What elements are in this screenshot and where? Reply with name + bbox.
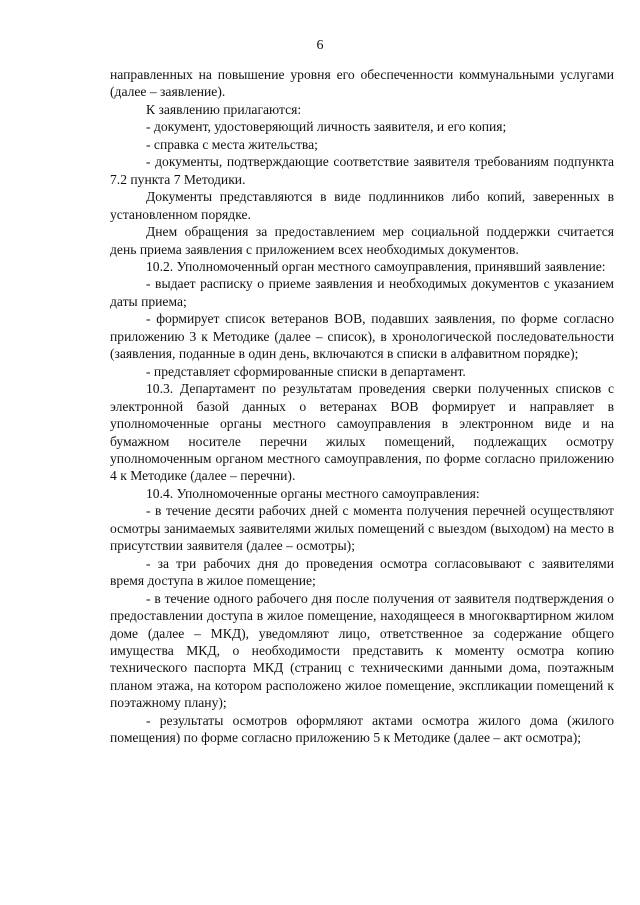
list-item-identity-document: - документ, удостоверяющий личность заявителя, и его копия; xyxy=(146,119,507,135)
list-item-veterans-list: - формирует список ветеранов ВОВ, подавших заявления, по форме согласно приложению 3 к Методике (далее – список), в хронологической последовательности (заявления, поданные в один день, включаются в списки в алфавитном порядке); xyxy=(110,311,614,362)
paragraph-application-date: Днем обращения за предоставлением мер социальной поддержки считается день приема заявления с приложением всех необходимых документов. xyxy=(110,224,614,257)
list-item-residence-certificate: - справка с места жительства; xyxy=(146,136,318,152)
section-10-3: 10.3. Департамент по результатам проведения сверки полученных списков с электронной базой данных о ветеранах ВОВ формирует и направляет в уполномоченные органы местного самоуправления в электронном виде и на бумажном носителе перечни жилых помещений, подлежащих осмотру уполномоченным органом местного самоуправления, по форме согласно приложению 4 к Методике (далее – перечни). xyxy=(110,381,614,484)
section-10-4-heading: 10.4. Уполномоченные органы местного самоуправления: xyxy=(146,485,480,501)
list-item-receipt: - выдает расписку о приеме заявления и необходимых документов с указанием даты приема; xyxy=(110,276,614,309)
list-item-inspections: - в течение десяти рабочих дней с момента получения перечней осуществляют осмотры занимаемых заявителями жилых помещений с выездом (выходом) на место в присутствии заявителя (далее – осмотры); xyxy=(110,503,614,554)
list-item-inspection-acts: - результаты осмотров оформляют актами осмотра жилого дома (жилого помещения) по форме согласно приложению 5 к Методике (далее – акт осмотра); xyxy=(110,712,614,746)
paragraph-attachments-intro: К заявлению прилагаются: xyxy=(146,101,302,117)
list-item-mkd-notification: - в течение одного рабочего дня после получения от заявителя подтверждения о предоставлении доступа в жилое помещение, находящееся в многоквартирном жилом доме (далее – МКД), уведомляют лицо, ответственное за содержание общего имущества МКД, о необходимости представить к моменту осмотра копию технического паспорта МКД (страниц с техническими данными дома, поэтажным планом этажа, на котором расположено жилое помещение, экспликации помещений к поэтажному плану); xyxy=(110,590,614,711)
document-body xyxy=(110,66,614,747)
list-item-compliance-documents: - документы, подтверждающие соответствие заявителя требованиям подпункта 7.2 пункта 7 Методики. xyxy=(110,154,614,187)
section-10-2-heading: 10.2. Уполномоченный орган местного самоуправления, принявший заявление: xyxy=(146,258,606,274)
paragraph-continuation: направленных на повышение уровня его обеспеченности коммунальными услугами (далее – заявление). xyxy=(110,67,614,100)
page-number: 6 xyxy=(316,38,324,53)
list-item-access-agreement: - за три рабочих дня до проведения осмотра согласовывают с заявителями время доступа в жилое помещение; xyxy=(110,555,614,589)
paragraph-document-form: Документы представляются в виде подлинников либо копий, заверенных в установленном порядке. xyxy=(110,189,614,222)
list-item-submit-lists: - представляет сформированные списки в департамент. xyxy=(146,363,466,379)
